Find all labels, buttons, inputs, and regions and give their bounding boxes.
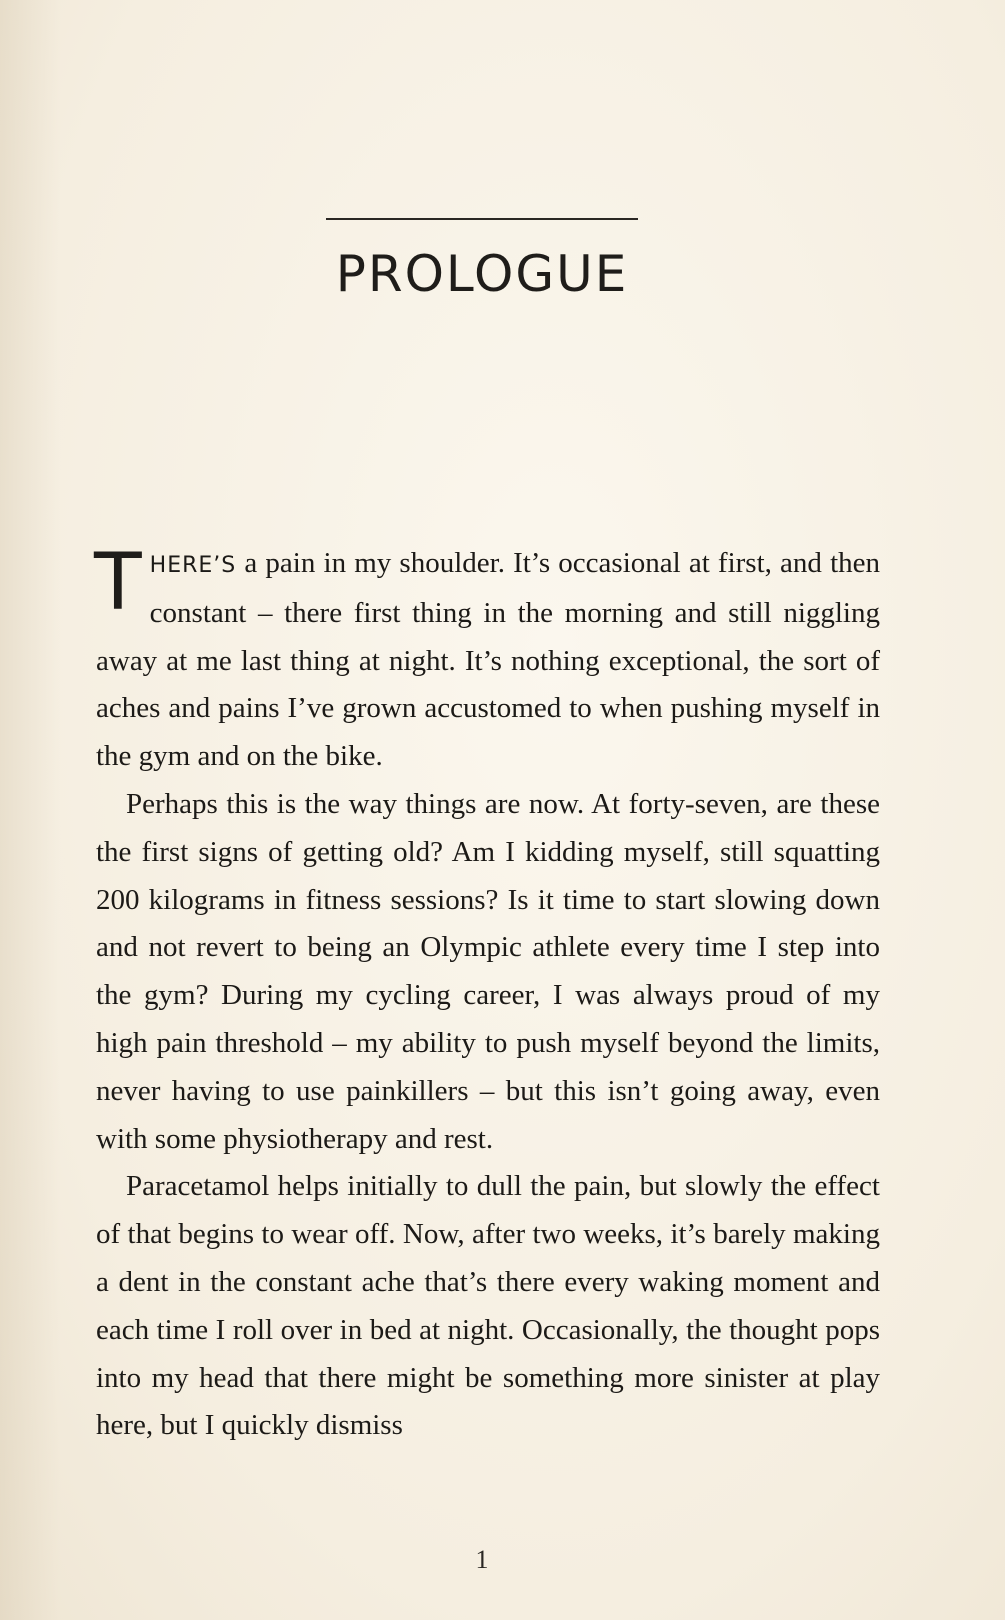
paragraph-3 (96, 1163, 880, 1450)
paragraph-2 (96, 781, 880, 1163)
chapter-rule (326, 218, 638, 220)
body-text (96, 540, 880, 1450)
paragraph-text: Perhaps this is the way things are now. At forty-seven, are these the first signs of getting old? Am I kidding myself, still squatting 200 kilograms in fitness sessions? Is it time to start slowing down and not revert to being an Olympic athlete every time I step into the gym? During my cycling career, I was always proud of my high pain threshold – my ability to push myself beyond the limits, never having to use painkillers – but this isn’t going away, even with some physiotherapy and rest. (96, 787, 880, 1155)
paragraph-text: Paracetamol helps initially to dull the pain, but slowly the effect of that begins to wear off. Now, after two weeks, it’s barely making a dent in the constant ache that’s there every waking moment and each time I roll over in bed at night. Occasionally, the thought pops into my head that there might be something more sinister at play here, but I quickly dismiss (96, 1170, 880, 1442)
drop-cap: T (94, 538, 142, 628)
page-number: 1 (475, 1545, 489, 1574)
paragraph-1 (96, 540, 880, 781)
paragraph-text: a pain in my shoulder. It’s occasional at first, and then constant – there first thing in the morning and still niggling away at me last thing at night. It’s nothing exceptional, the sort of aches and pains I’ve grown accustomed to when pushing myself in the gym and on the bike. (96, 547, 880, 773)
small-caps-lead: HERE’S (149, 553, 237, 578)
chapter-title: PROLOGUE (335, 245, 629, 303)
